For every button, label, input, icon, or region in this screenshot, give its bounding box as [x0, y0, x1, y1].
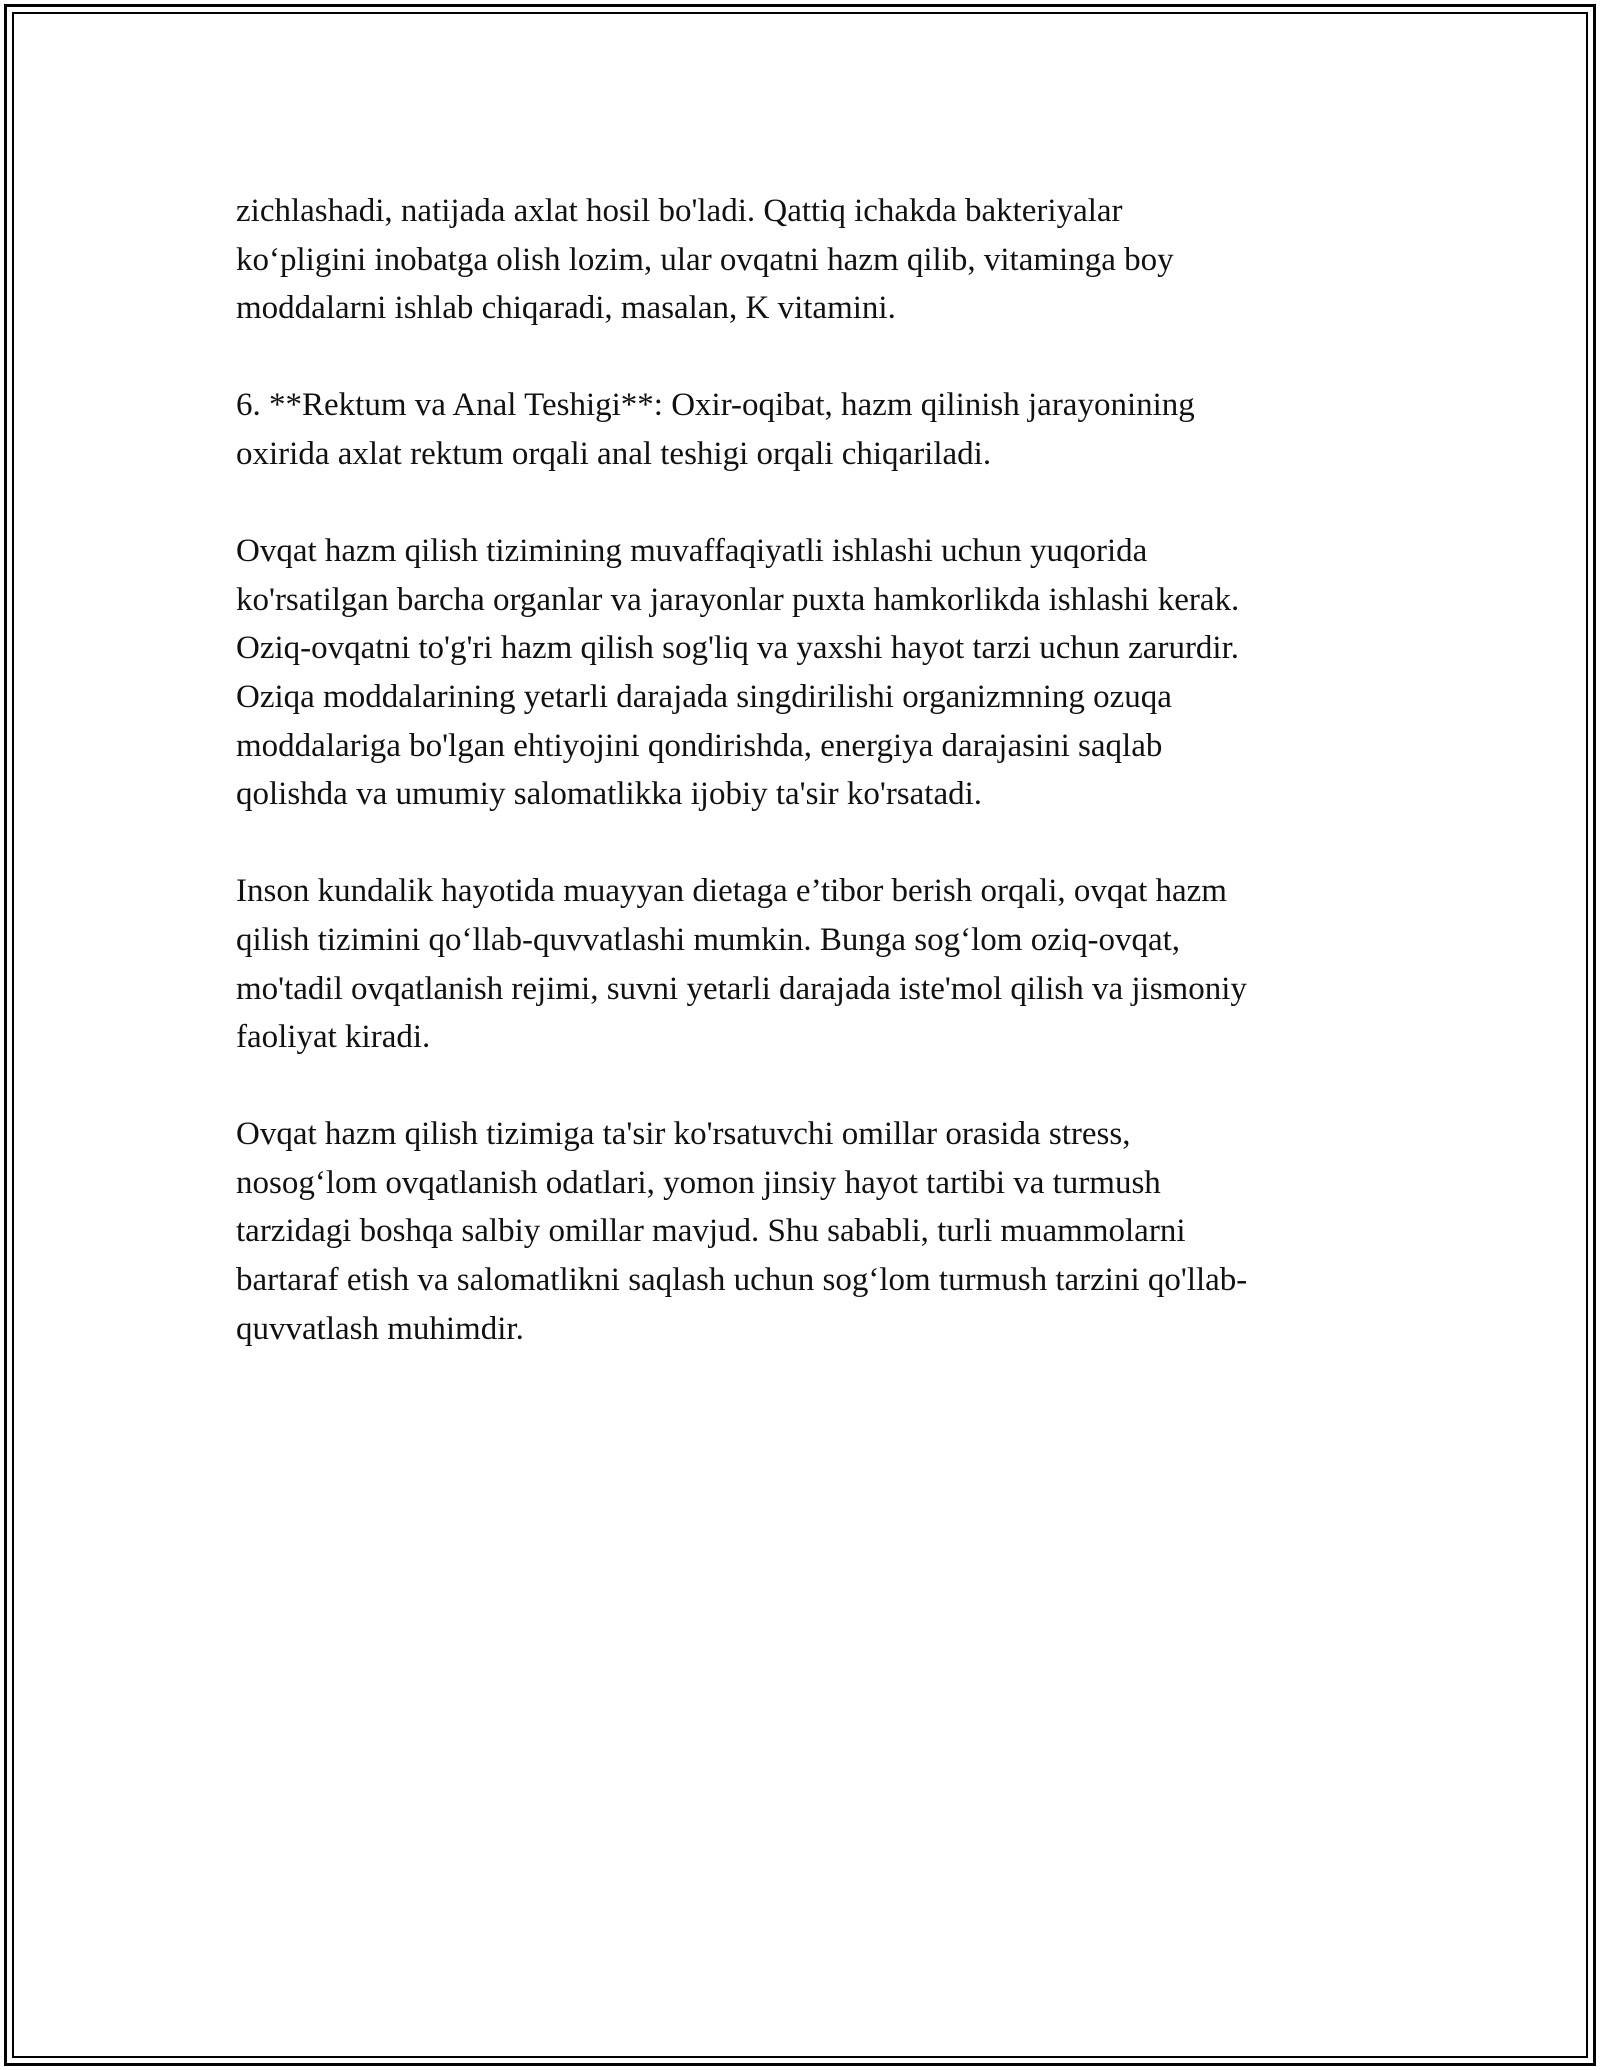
text-line: moddalarni ishlab chiqaradi, masalan, K vitamini. [236, 290, 896, 327]
text-line: 6. **Rektum va Anal Teshigi**: Oxir-oqibat, hazm qilinish jarayonining [236, 387, 1195, 424]
paragraph-system-function [236, 527, 1376, 819]
text-line: quvvatlash muhimdir. [236, 1310, 524, 1347]
text-line: Ovqat hazm qilish tizimiga ta'sir ko'rsatuvchi omillar orasida stress, [236, 1116, 1131, 1153]
text-line: ko‘pligini inobatga olish lozim, ular ovqatni hazm qilib, vitaminga boy [236, 241, 1174, 278]
text-line: Inson kundalik hayotida muayyan dietaga e’tibor berish orqali, ovqat hazm [236, 873, 1227, 910]
paragraph-rectum [236, 381, 1376, 478]
paragraph-factors [236, 1110, 1376, 1353]
text-line: faoliyat kiradi. [236, 1019, 431, 1056]
text-line: nosog‘lom ovqatlanish odatlari, yomon jinsiy hayot tartibi va turmush [236, 1164, 1161, 1201]
text-line: Oziq-ovqatni to'g'ri hazm qilish sog'liq va yaxshi hayot tarzi uchun zarurdir. [236, 630, 1240, 667]
paragraph-diet [236, 867, 1376, 1061]
text-line: ko'rsatilgan barcha organlar va jarayonlar puxta hamkorlikda ishlashi kerak. [236, 581, 1240, 618]
text-line: qilish tizimini qo‘llab-quvvatlashi mumkin. Bunga sog‘lom oziq-ovqat, [236, 921, 1181, 958]
text-line: zichlashadi, natijada axlat hosil bo'ladi. Qattiq ichakda bakteriyalar [236, 193, 1123, 229]
text-line: moddalariga bo'lgan ehtiyojini qondirishda, energiya darajasini saqlab [236, 727, 1163, 764]
text-line: mo'tadil ovqatlanish rejimi, suvni yetarli darajada iste'mol qilish va jismoniy [236, 970, 1247, 1007]
paragraph-large-intestine [236, 187, 1376, 333]
text-line: tarzidagi boshqa salbiy omillar mavjud. Shu sababli, turli muammolarni [236, 1213, 1186, 1250]
text-line: Ovqat hazm qilish tizimining muvaffaqiyatli ishlashi uchun yuqorida [236, 533, 1148, 570]
text-line: oxirida axlat rektum orqali anal teshigi orqali chiqariladi. [236, 435, 992, 472]
text-line: Oziqa moddalarining yetarli darajada singdirilishi organizmning ozuqa [236, 678, 1172, 715]
text-line: qolishda va umumiy salomatlikka ijobiy ta'sir ko'rsatadi. [236, 776, 983, 813]
text-line: bartaraf etish va salomatlikni saqlash uchun sog‘lom turmush tarzini qo'llab- [236, 1262, 1248, 1299]
document-body [236, 187, 1376, 1402]
